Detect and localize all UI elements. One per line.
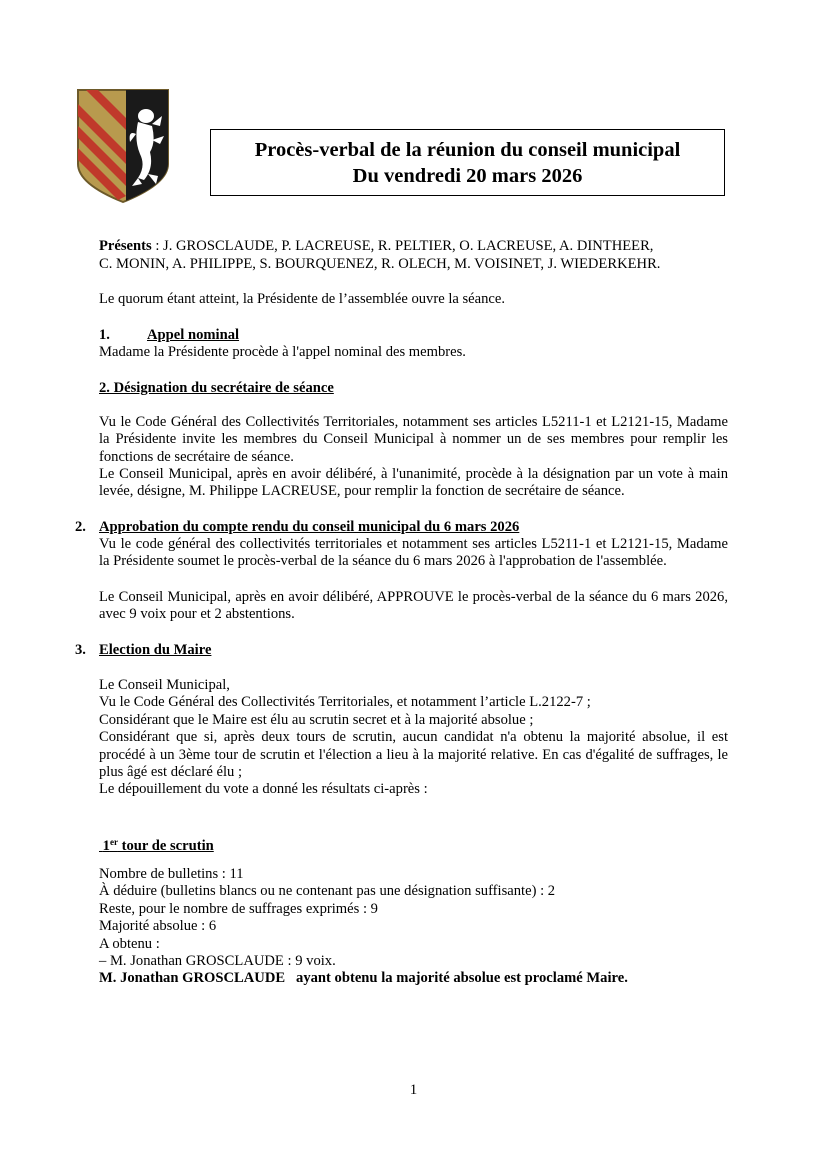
section-3-number: 3.	[75, 642, 86, 658]
section-3-line: Considérant que si, après deux tours de scrutin, aucun candidat n'a obtenu la majorité absolue, il est procédé à un 3ème tour de scrutin et l'élection a lieu à la majorité relative. En cas d'égalité de suffrages, le plus âgé est déclaré élu ;	[99, 729, 728, 781]
voting-result-line: À déduire (bulletins blancs ou ne contenant pas une désignation suffisante) : 2	[99, 883, 556, 900]
section-2-paragraph-2: Le Conseil Municipal, après en avoir délibéré, à l'unanimité, procède à la désignation par un vote à main levée, désigne, M. Philippe LACREUSE, pour remplir la fonction de secrétaire de séance.	[99, 466, 728, 500]
mayor-proclamation: M. Jonathan GROSCLAUDE ayant obtenu la majorité absolue est proclamé Maire.	[99, 970, 628, 987]
section-3-line: Le Conseil Municipal,	[99, 677, 230, 693]
section-3-title: Election du Maire	[99, 642, 212, 658]
section-2-title: 2. Désignation du secrétaire de séance	[99, 380, 334, 396]
attendees-names-line1: : J. GROSCLAUDE, P. LACREUSE, R. PELTIER, O. LACREUSE, A. DINTHEER,	[151, 238, 654, 254]
voting-result-line: A obtenu :	[99, 935, 160, 952]
section-3-line: Considérant que le Maire est élu au scrutin secret et à la majorité absolue ;	[99, 711, 534, 728]
section-1-title: Appel nominal	[147, 327, 240, 343]
section-2b-paragraph-1: Vu le code général des collectivités territoriales et notamment ses articles L5211-1 et L2121-15, Madame la Présidente soumet le procès-verbal de la séance du 6 mars 2026 à l'approbation de l'assemblée.	[99, 536, 728, 570]
section-2b-paragraph-2: Le Conseil Municipal, après en avoir délibéré, APPROUVE le procès-verbal de la séance du 6 mars 2026, avec 9 voix pour et 2 abstentions.	[99, 589, 728, 623]
page-number: 1	[409, 1082, 418, 1098]
section-2b-title: Approbation du compte rendu du conseil municipal du 6 mars 2026	[99, 519, 520, 535]
attendees-label: Présents	[99, 238, 152, 254]
document-title: Procès-verbal de la réunion du conseil municipal	[254, 139, 681, 161]
section-2-paragraph-1: Vu le Code Général des Collectivités Territoriales, notamment ses articles L5211-1 et L2121-15, Madame la Présidente invite les membres du Conseil Municipal à nommer un de ses membres pour remplir les fonctions de secrétaire de séance.	[99, 414, 728, 465]
document-date: Du vendredi 20 mars 2026	[352, 165, 583, 187]
voting-results	[99, 866, 728, 988]
attendees-block	[99, 238, 728, 274]
section-3-body	[99, 677, 728, 799]
coat-of-arms-logo	[72, 86, 174, 206]
voting-result-line: Nombre de bulletins : 11	[99, 866, 244, 882]
section-3-line: Le dépouillement du vote a donné les résultats ci-après :	[99, 781, 428, 798]
section-3-line: Vu le Code Général des Collectivités Territoriales, et notamment l’article L.2122-7 ;	[99, 694, 591, 711]
document-title-box	[210, 129, 725, 196]
voting-result-line: – M. Jonathan GROSCLAUDE : 9 voix.	[99, 953, 336, 970]
section-2b-number: 2.	[75, 519, 86, 535]
quorum-text: Le quorum étant atteint, la Présidente de l’assemblée ouvre la séance.	[99, 291, 506, 307]
section-1-number: 1.	[99, 327, 110, 343]
voting-result-line: Majorité absolue : 6	[99, 918, 217, 935]
section-1-text: Madame la Présidente procède à l'appel nominal des membres.	[99, 344, 466, 360]
voting-round-title: 1er tour de scrutin	[102, 837, 214, 854]
attendees-names-line2: C. MONIN, A. PHILIPPE, S. BOURQUENEZ, R. OLECH, M. VOISINET, J. WIEDERKEHR.	[99, 256, 661, 273]
voting-result-line: Reste, pour le nombre de suffrages exprimés : 9	[99, 900, 378, 917]
